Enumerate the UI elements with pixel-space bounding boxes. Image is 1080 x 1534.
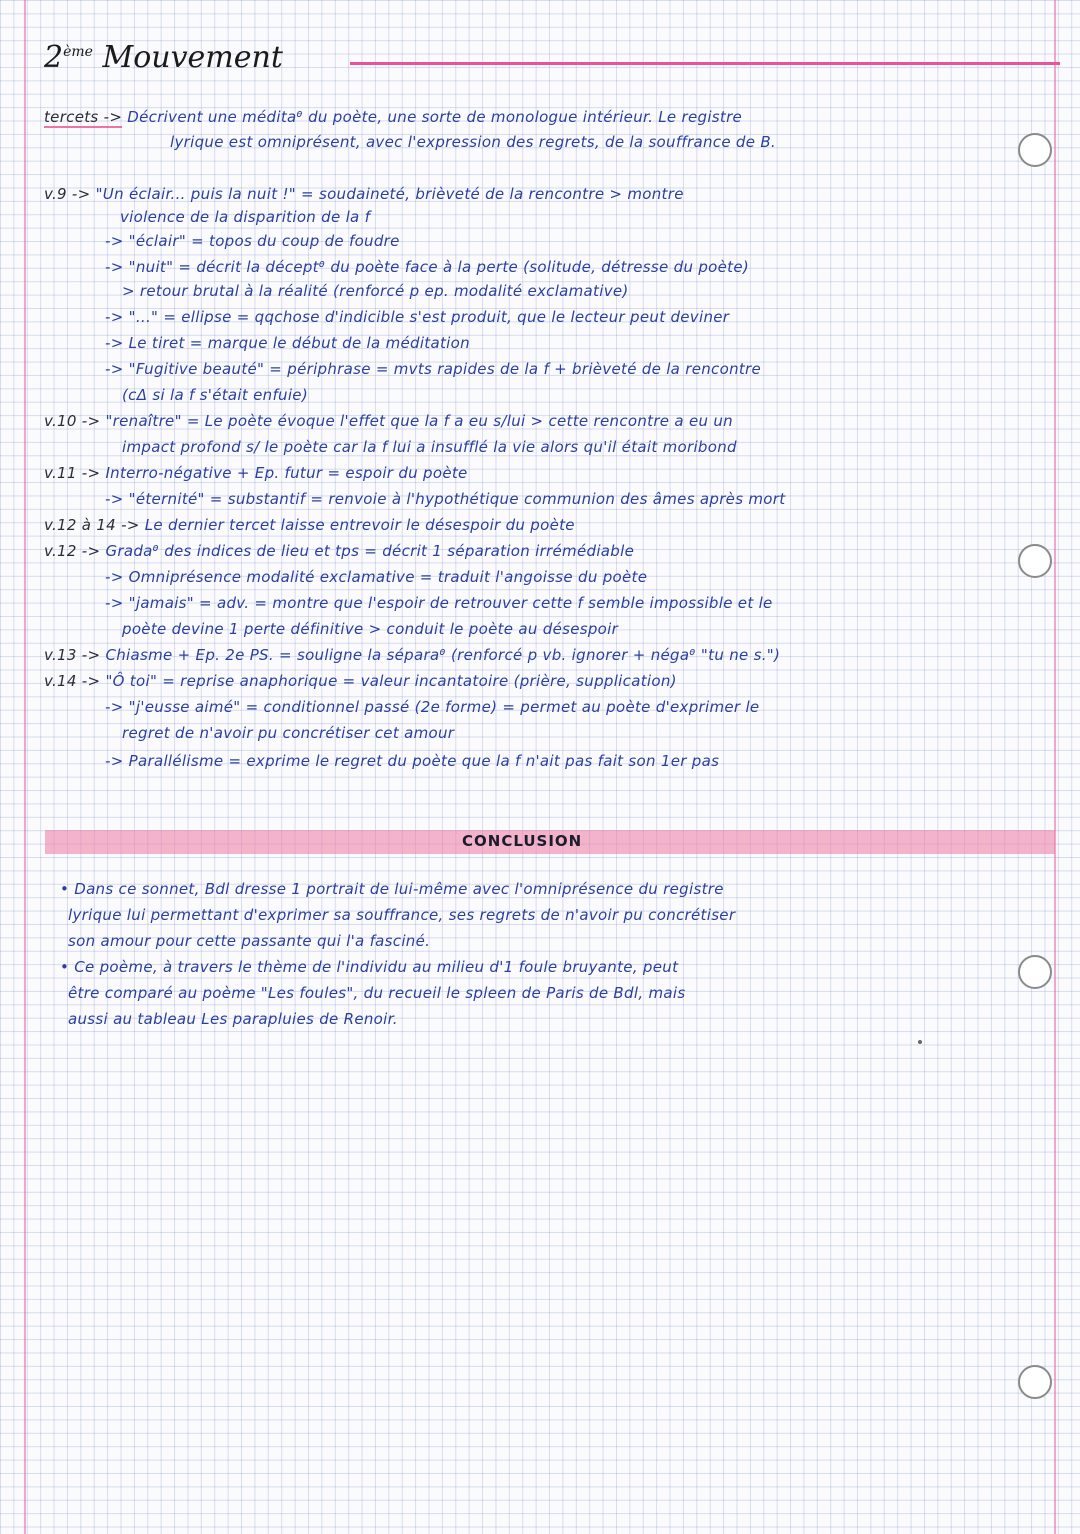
note-line (44, 464, 468, 482)
note-text: "renaître" = Le poète évoque l'effet que la f a eu s/lui > cette rencontre a eu un (105, 412, 733, 430)
note-line: regret de n'avoir pu concrétiser cet amour (122, 724, 455, 742)
note-text: Gradaᶿ des indices de lieu et tps = décrit 1 séparation irrémédiable (105, 542, 635, 560)
conclusion-line: son amour pour cette passante qui l'a fasciné. (68, 932, 431, 950)
note-lead: v.13 -> (44, 646, 101, 664)
note-lead: v.10 -> (44, 412, 101, 430)
margin-line-right (1054, 0, 1056, 1534)
note-line: -> "éternité" = substantif = renvoie à l'hypothétique communion des âmes après mort (105, 490, 786, 508)
binder-hole (1018, 133, 1052, 167)
note-line (44, 185, 684, 203)
note-text: "Un éclair... puis la nuit !" = soudaineté, brièveté de la rencontre > montre (95, 185, 684, 203)
note-line: lyrique est omniprésent, avec l'expression des regrets, de la souffrance de B. (170, 133, 776, 151)
title-ordinal: ème (63, 44, 93, 60)
note-lead: tercets -> (44, 108, 123, 126)
note-line: -> "jamais" = adv. = montre que l'espoir de retrouver cette f semble impossible et le (105, 594, 773, 612)
section-title (44, 40, 283, 75)
conclusion-line: • Dans ce sonnet, Bdl dresse 1 portrait de lui-même avec l'omniprésence du registre (60, 880, 724, 898)
note-line (44, 108, 742, 126)
note-line: poète devine 1 perte définitive > conduit le poète au désespoir (122, 620, 619, 638)
note-line (44, 646, 780, 664)
conclusion-line: aussi au tableau Les parapluies de Renoir. (68, 1010, 398, 1028)
note-line (44, 516, 575, 534)
note-line: (cΔ si la f s'était enfuie) (122, 386, 308, 404)
binder-hole (1018, 544, 1052, 578)
note-line: violence de la disparition de la f (120, 208, 371, 226)
note-lead: v.11 -> (44, 464, 101, 482)
note-line: -> Parallélisme = exprime le regret du poète que la f n'ait pas fait son 1er pas (105, 752, 720, 770)
title-word: Mouvement (102, 40, 283, 75)
title-number: 2 (44, 40, 64, 75)
note-line: > retour brutal à la réalité (renforcé p ep. modalité exclamative) (122, 282, 629, 300)
note-line (44, 672, 677, 690)
conclusion-heading: CONCLUSION (462, 832, 583, 850)
note-line: -> Le tiret = marque le début de la méditation (105, 334, 470, 352)
conclusion-line: lyrique lui permettant d'exprimer sa souffrance, ses regrets de n'avoir pu concrétiser (68, 906, 736, 924)
note-line: -> "..." = ellipse = qqchose d'indicible s'est produit, que le lecteur peut deviner (105, 308, 730, 326)
note-line: -> "éclair" = topos du coup de foudre (105, 232, 400, 250)
note-line: -> "j'eusse aimé" = conditionnel passé (2e forme) = permet au poète d'exprimer le (105, 698, 760, 716)
note-line (44, 542, 634, 560)
note-text: Le dernier tercet laisse entrevoir le désespoir du poète (144, 516, 575, 534)
note-lead: v.9 -> (44, 185, 91, 203)
note-text: Décrivent une méditaᶿ du poète, une sorte de monologue intérieur. Le registre (127, 108, 743, 126)
note-line: -> Omniprésence modalité exclamative = traduit l'angoisse du poète (105, 568, 648, 586)
note-line: -> "Fugitive beauté" = périphrase = mvts rapides de la f + brièveté de la rencontre (105, 360, 762, 378)
note-text: Interro-négative + Ep. futur = espoir du poète (105, 464, 468, 482)
conclusion-line: être comparé au poème "Les foules", du recueil le spleen de Paris de Bdl, mais (68, 984, 686, 1002)
note-text: "Ô toi" = reprise anaphorique = valeur incantatoire (prière, supplication) (105, 672, 677, 690)
binder-hole (1018, 1365, 1052, 1399)
note-lead: v.14 -> (44, 672, 101, 690)
conclusion-line: • Ce poème, à travers le thème de l'individu au milieu d'1 foule bruyante, peut (60, 958, 679, 976)
title-underline (350, 62, 1060, 65)
note-line: -> "nuit" = décrit la déceptᶿ du poète face à la perte (solitude, détresse du poète) (105, 258, 750, 276)
note-line (44, 412, 733, 430)
ink-dot (918, 1040, 922, 1044)
note-lead: v.12 -> (44, 542, 101, 560)
note-lead: v.12 à 14 -> (44, 516, 140, 534)
note-text: Chiasme + Ep. 2e PS. = souligne la séparaᶿ (renforcé p vb. ignorer + négaᶿ "tu ne s.") (105, 646, 781, 664)
note-line: impact profond s/ le poète car la f lui a insufflé la vie alors qu'il était moribond (122, 438, 737, 456)
margin-line-left (24, 0, 26, 1534)
binder-hole (1018, 955, 1052, 989)
